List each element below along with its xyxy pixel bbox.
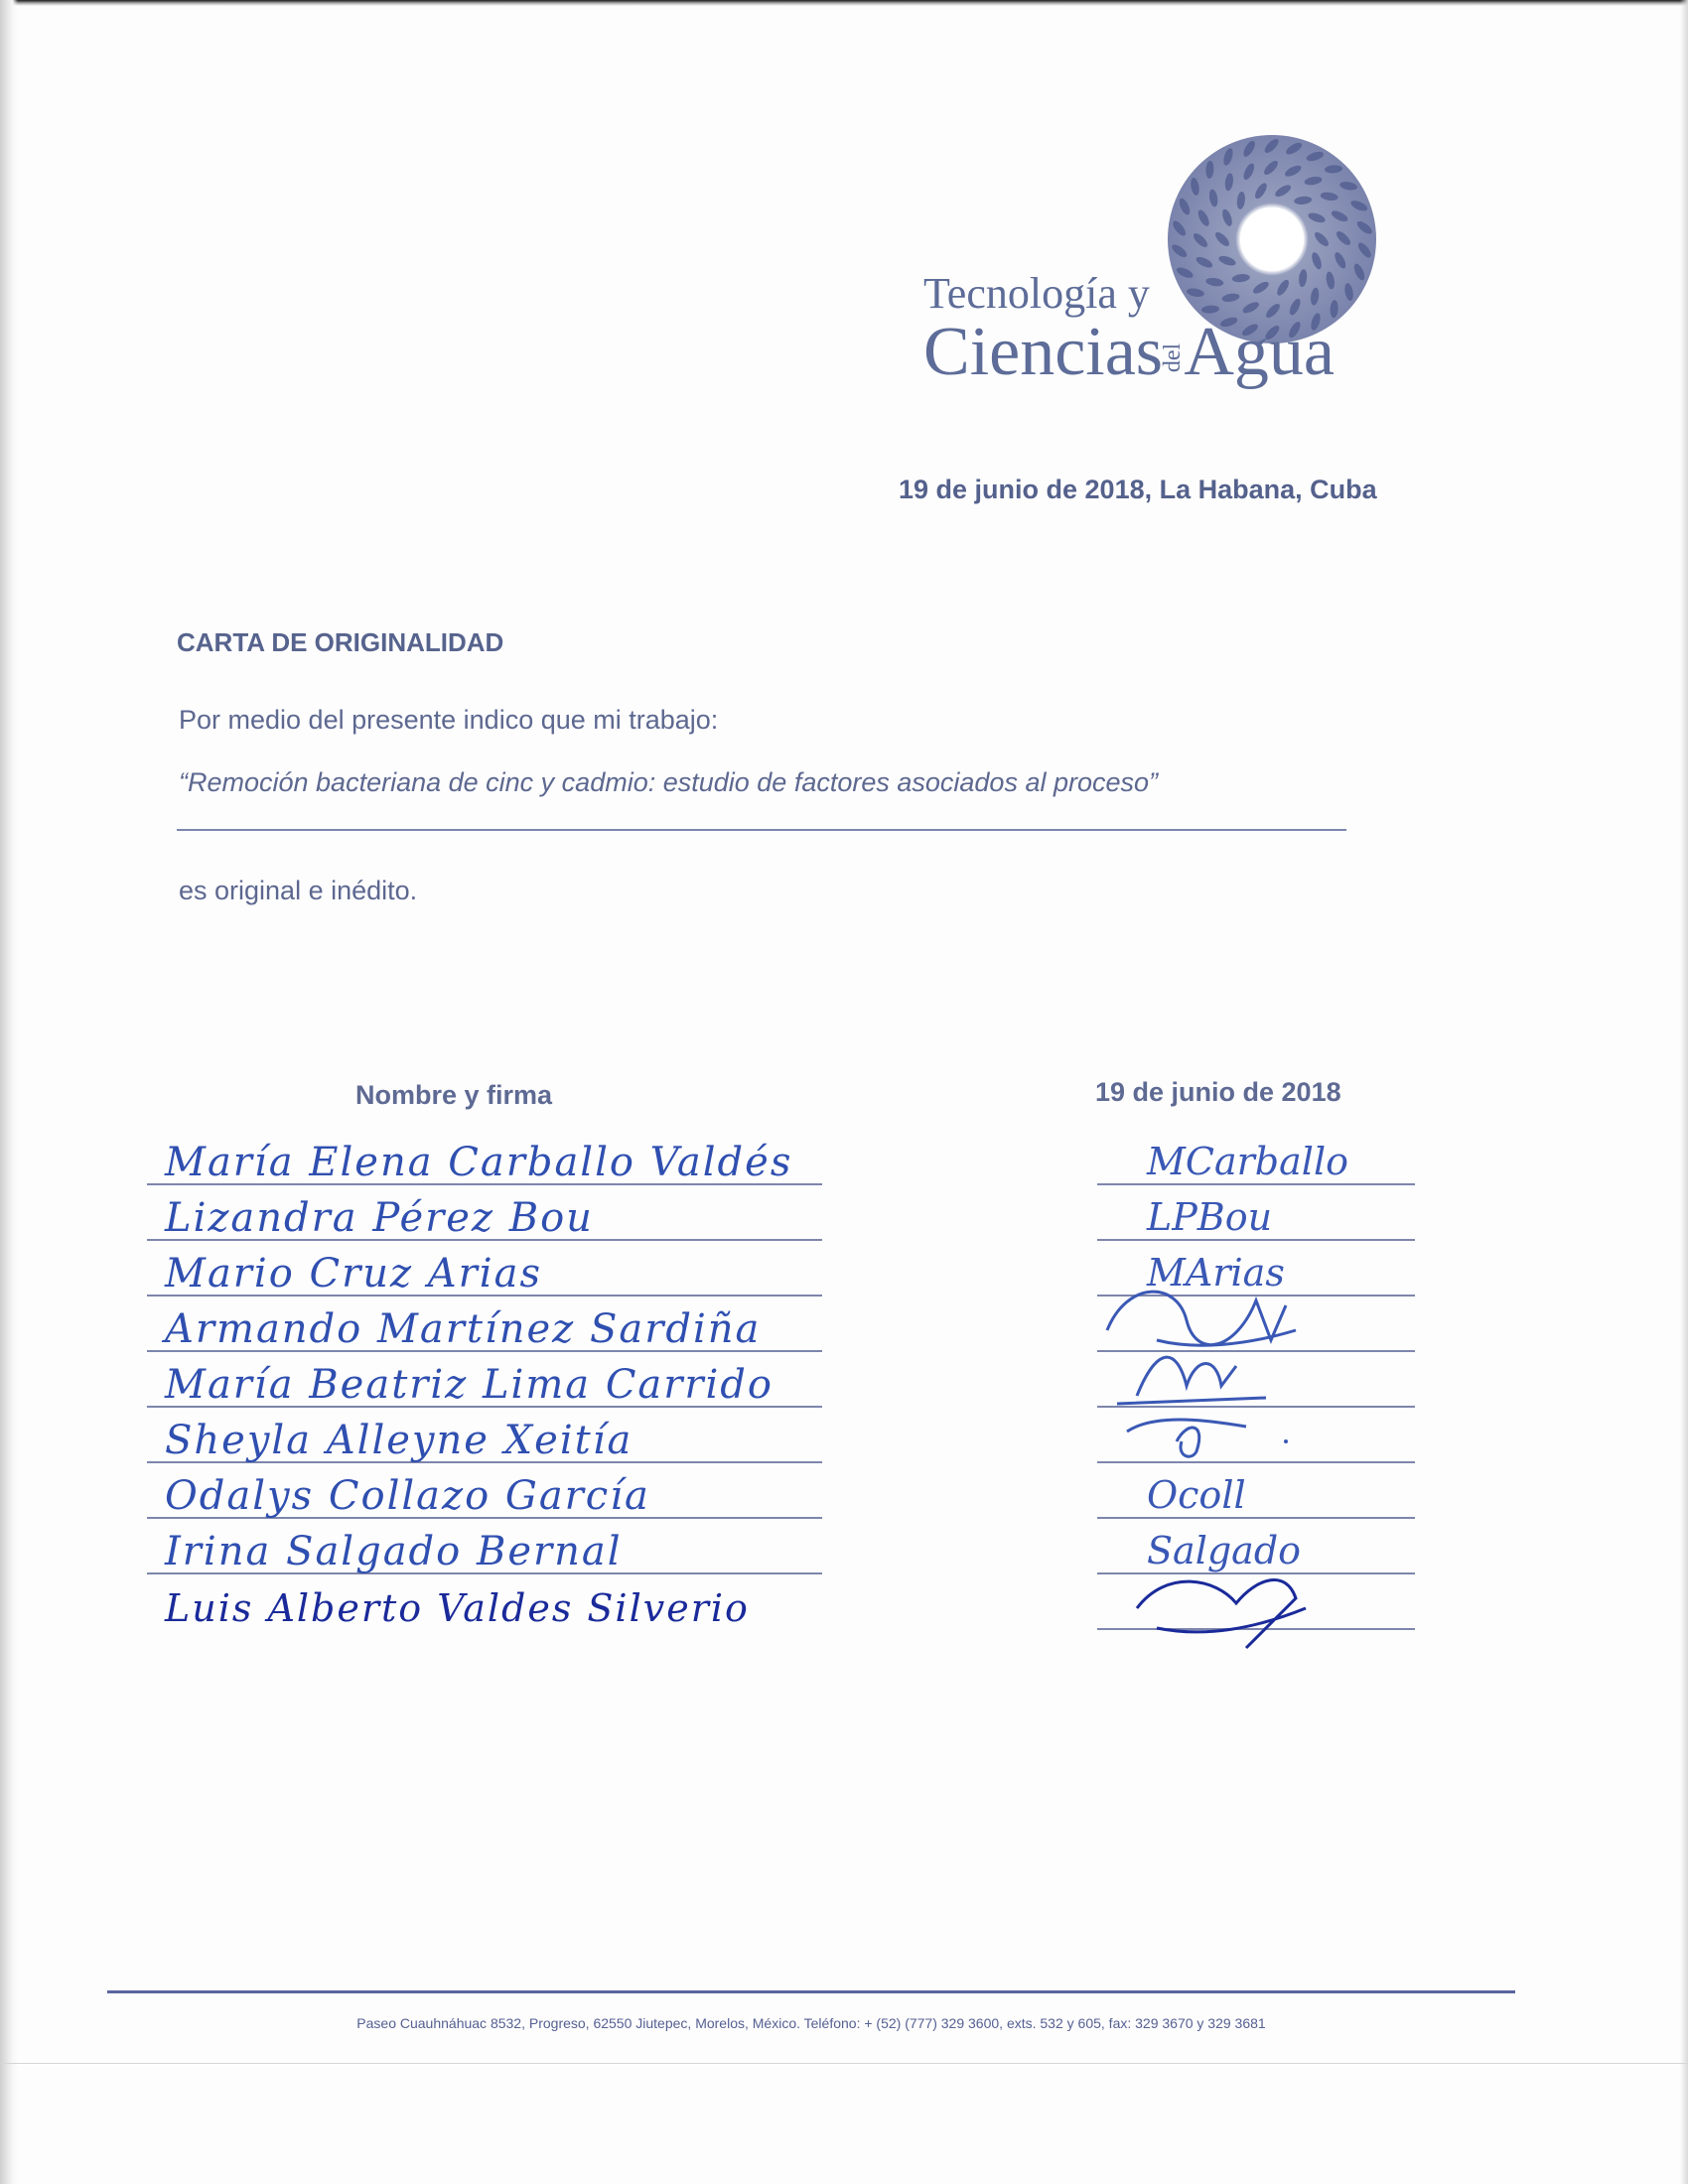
- signature-row: [1097, 1408, 1415, 1463]
- author-row: [147, 1130, 822, 1185]
- signature-list: [1097, 1130, 1415, 1630]
- logo-text-line1: Tecnología y: [923, 269, 1150, 318]
- scan-edge: [0, 0, 1688, 6]
- author-row: [147, 1574, 822, 1628]
- handwritten-name: Armando Martínez Sardiña: [165, 1306, 762, 1352]
- signature: LPBou: [1147, 1195, 1273, 1239]
- letter-closing: es original e inédito.: [179, 876, 418, 905]
- signature-row: [1097, 1574, 1415, 1630]
- work-title-underline: [177, 829, 1346, 831]
- letter-intro: Por medio del presente indico que mi trabajo:: [179, 705, 719, 735]
- author-row: [147, 1352, 822, 1408]
- handwritten-name: Lizandra Pérez Bou: [165, 1195, 594, 1241]
- signature-scribble: [1097, 1549, 1355, 1658]
- scan-edge-left: [0, 0, 18, 2184]
- work-title: “Remoción bacteriana de cinc y cadmio: estudio de factores asociados al proceso”: [179, 767, 1159, 797]
- signature: MArias: [1147, 1251, 1285, 1295]
- footer-divider: [107, 1990, 1515, 1993]
- handwritten-name: Sheyla Alleyne Xeitía: [165, 1418, 633, 1463]
- handwritten-name: Mario Cruz Arias: [165, 1251, 542, 1297]
- signature-row: [1097, 1185, 1415, 1241]
- logo-word-ciencias: Ciencias: [923, 314, 1164, 390]
- handwritten-name: Luis Alberto Valdes Silverio: [165, 1586, 750, 1630]
- author-row: [147, 1408, 822, 1463]
- logo-word-agua: Agua: [1184, 314, 1335, 390]
- journal-logo: [923, 99, 1440, 397]
- scan-bottom-rule: [0, 2063, 1688, 2064]
- signature-scribble: [1097, 1382, 1355, 1471]
- author-row: [147, 1297, 822, 1352]
- author-row: [147, 1241, 822, 1297]
- signature: Ocoll: [1147, 1473, 1246, 1517]
- footer-address: Paseo Cuauhnáhuac 8532, Progreso, 62550 Jiutepec, Morelos, México. Teléfono: + (52) (777) 329 3600, exts. 532 y 605, fax: 329 3670 y 329 3681: [356, 2015, 1266, 2031]
- signature: Salgado: [1147, 1529, 1302, 1572]
- letter-date-place: 19 de junio de 2018, La Habana, Cuba: [899, 475, 1377, 504]
- author-name-list: [147, 1130, 842, 1628]
- scan-edge-right: [1680, 0, 1688, 2184]
- handwritten-name: María Elena Carballo Valdés: [165, 1140, 793, 1185]
- names-column-header: Nombre y firma: [355, 1080, 553, 1110]
- signature-row: [1097, 1130, 1415, 1185]
- signature: MCarballo: [1147, 1140, 1348, 1183]
- handwritten-name: Odalys Collazo García: [165, 1473, 650, 1519]
- date-column-header: 19 de junio de 2018: [1095, 1077, 1341, 1107]
- handwritten-name: Irina Salgado Bernal: [165, 1529, 623, 1574]
- author-row: [147, 1519, 822, 1574]
- letter-title: CARTA DE ORIGINALIDAD: [177, 627, 504, 657]
- author-row: [147, 1463, 822, 1519]
- author-row: [147, 1185, 822, 1241]
- handwritten-name: María Beatriz Lima Carrido: [165, 1362, 774, 1408]
- logo-text-line2: [923, 313, 1420, 392]
- signature-row: [1097, 1463, 1415, 1519]
- logo-word-del: del: [1160, 343, 1187, 373]
